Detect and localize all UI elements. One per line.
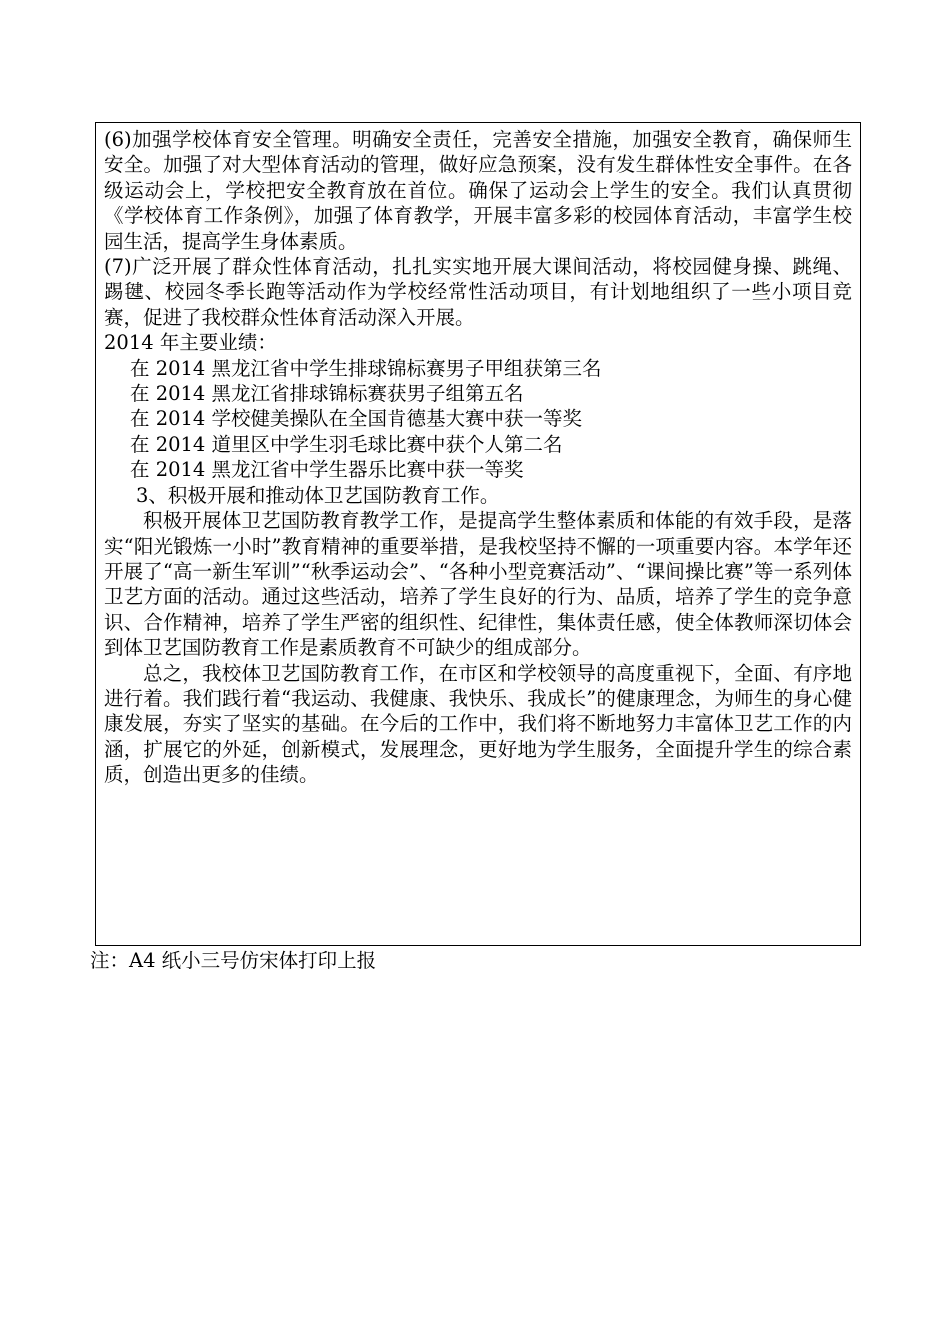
achievement-item: 在 2014 道里区中学生羽毛球比赛中获个人第二名	[130, 432, 563, 456]
paragraph-section-3: 积极开展体卫艺国防教育教学工作，是提高学生整体素质和体能的有效手段，是落实“阳光锻炼一小时”教育精神的重要举措，是我校坚持不懈的一项重要内容。本学年还开展了“高一新生军训”“秋季运动会”、“各种小型竞赛活动”、“课间操比赛”等一系列体卫艺方面的活动。通过这些活动，培养了学生良好的行为、品质，培养了学生的竞争意识、合作精神，培养了学生严密的组织性、纪律性，集体责任感，使全体教师深切体会到体卫艺国防教育工作是素质教育不可缺少的组成部分。	[104, 509, 852, 660]
achievement-item: 在 2014 学校健美操队在全国肯德基大赛中获一等奖	[130, 407, 583, 431]
report-content-box	[95, 122, 861, 946]
footnote: 注：A4 纸小三号仿宋体打印上报	[90, 949, 377, 972]
paragraph-safety-management: (6)加强学校体育安全管理。明确安全责任，完善安全措施，加强安全教育，确保师生安全。加强了对大型体育活动的管理，做好应急预案，没有发生群体性安全事件。在各级运动会上，学校把安全教育放在首位。确保了运动会上学生的安全。我们认真贯彻《学校体育工作条例》，加强了体育教学，开展丰富多彩的校园体育活动，丰富学生校园生活，提高学生身体素质。	[104, 128, 852, 253]
achievement-item: 在 2014 黑龙江省中学生器乐比赛中获一等奖	[130, 458, 524, 482]
paragraph-summary: 总之，我校体卫艺国防教育工作，在市区和学校领导的高度重视下，全面、有序地进行着。我们践行着“我运动、我健康、我快乐、我成长”的健康理念，为师生的身心健康发展，夯实了坚实的基础。在今后的工作中，我们将不断地努力丰富体卫艺工作的内涵，扩展它的外延，创新模式，发展理念，更好地为学生服务，全面提升学生的综合素质，创造出更多的佳绩。	[104, 661, 852, 787]
paragraph-mass-sports: (7)广泛开展了群众性体育活动，扎扎实实地开展大课间活动，将校园健身操、跳绳、踢毽、校园冬季长跑等活动作为学校经常性活动项目，有计划地组织了一些小项目竞赛，促进了我校群众性体育活动深入开展。	[104, 255, 852, 329]
achievements-title: 2014 年主要业绩：	[104, 331, 277, 355]
section-3-title: 3、积极开展和推动体卫艺国防教育工作。	[136, 483, 500, 507]
achievement-item: 在 2014 黑龙江省排球锦标赛获男子组第五名	[130, 382, 524, 406]
achievement-item: 在 2014 黑龙江省中学生排球锦标赛男子甲组获第三名	[130, 356, 602, 380]
